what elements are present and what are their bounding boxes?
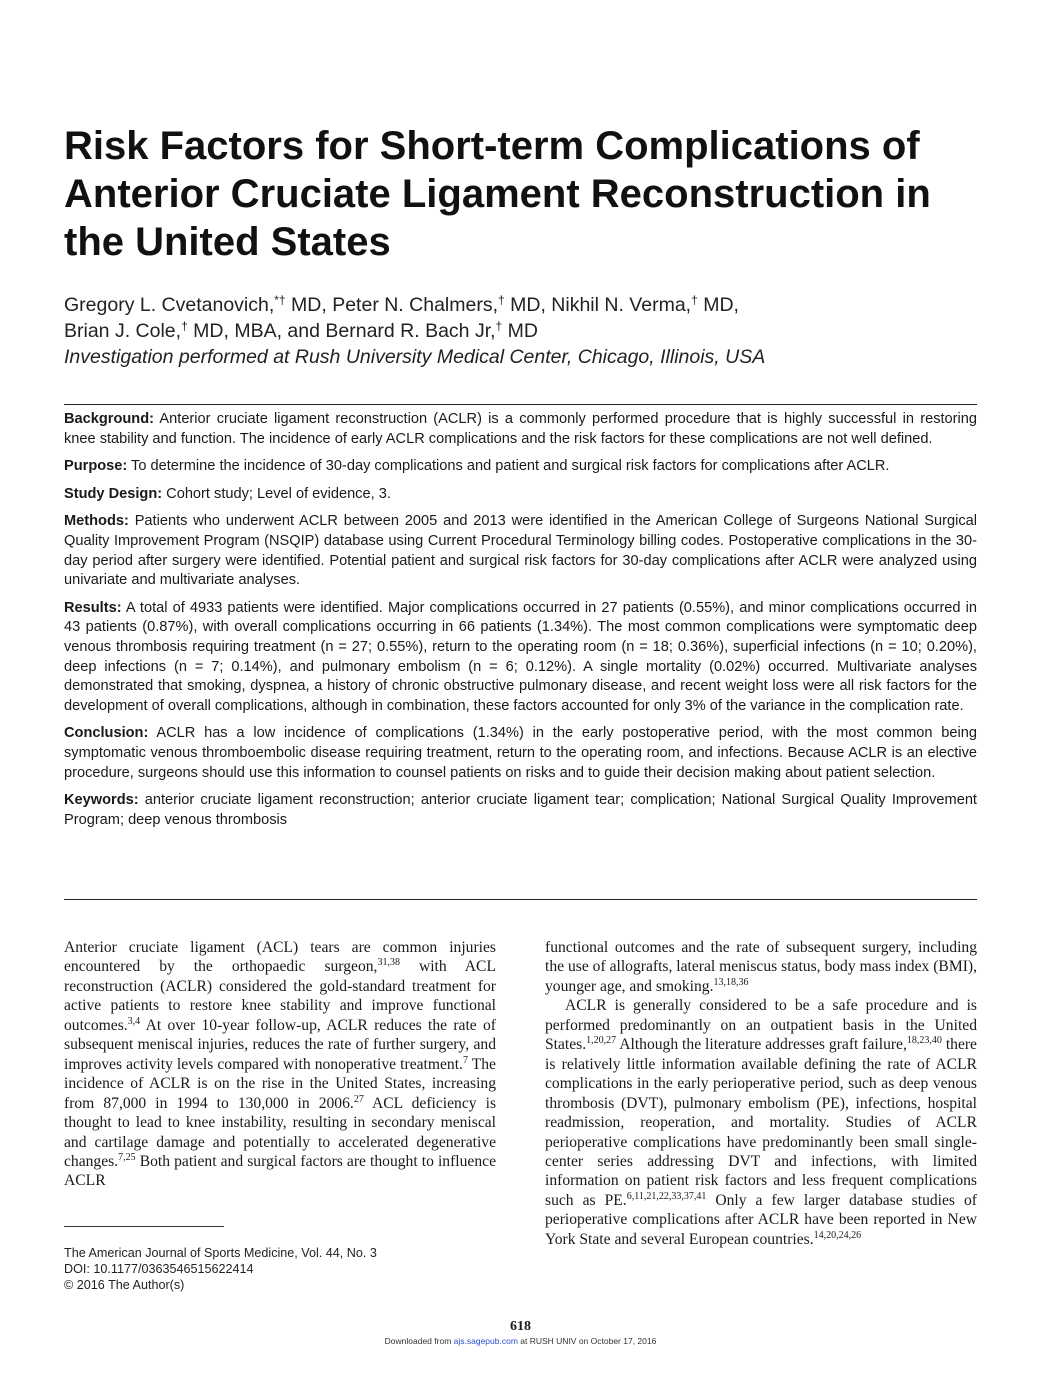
author-name: Peter N. Chalmers, [332,294,499,316]
author-degree: MD [502,320,538,342]
abstract-keywords [64,791,977,830]
citation: 1,20,27 [586,1035,617,1047]
author-affiliation-mark: † [495,319,503,333]
copyright: © 2016 The Author(s) [64,1278,185,1292]
section-label: Background: [64,411,154,427]
section-label: Methods: [64,513,129,530]
body-text: functional outcomes and the rate of subsequent surgery, including the use of allografts, lateral meniscus status, body mass index (BMI), younger age, and smoking. [545,939,977,995]
institution-line: Investigation performed at Rush University Medical Center, Chicago, Illinois, USA [64,346,766,368]
section-text: A total of 4933 patients were identified. Major complications occurred in 27 patients (0.55%), and minor complications occurred in 43 patients (0.87%), with overall complications occurring in 66 patients (1.34%). The most common complications were symptomatic deep venous thrombosis requiring treatment (n = 27; 0.55%), return to the operating room (n = 18; 0.36%), superficial infections (n = 10; 0.20%), deep infections (n = 7; 0.14%), and pulmonary embolism (n = 6; 0.12%). A single mortality (0.02%) occurred. Multivariate analyses demonstrated that smoking, dyspnea, a history of chronic obstructive pulmonary disease, and recent weight loss were all risk factors for the development of overall complications, although in combination, these factors accounted for only 3% of the variance in the complication rate. [64,599,977,714]
author-name: Brian J. Cole, [64,320,182,342]
body-paragraph [64,938,496,1191]
citation: 27 [353,1093,364,1105]
section-label: Study Design: [64,485,163,502]
citation: 18,23,40 [906,1035,942,1047]
page-number: 618 [510,1319,531,1334]
author-degree: MD, [285,294,333,316]
author-name: Gregory L. Cvetanovich, [64,294,275,316]
citation: 6,11,21,22,33,37,41 [626,1190,707,1202]
abstract [64,410,977,838]
citation: 7 [462,1054,468,1066]
section-label: Results: [64,599,122,616]
download-prefix: Downloaded from [384,1336,454,1346]
body-text: ACLR is generally considered to be a safe procedure and is performed predominantly on an outpatient basis in the United States. [545,997,977,1054]
author-affiliation-mark: *† [274,293,286,307]
journal-citation: The American Journal of Sports Medicine, Vol. 44, No. 3 [64,1246,377,1260]
citation: 31,38 [377,957,400,969]
body-text: Although the literature addresses graft failure, [616,1036,907,1054]
author-affiliation-mark: † [181,319,188,333]
citation: 7,25 [118,1151,136,1163]
body-column-left [64,938,496,1191]
section-label: Keywords: [64,792,139,809]
author-degree: MD, MBA, and [187,320,326,342]
section-label: Conclusion: [64,725,149,742]
body-text: Anterior cruciate ligament (ACL) tears are common injuries encountered by the orthopaedic surgeon, [64,939,496,976]
author-degree: MD, [504,294,552,316]
article-title: Risk Factors for Short-term Complications of Anterior Cruciate Ligament Reconstruction in the United States [64,124,931,264]
author-degree: MD, [697,294,739,316]
author-affiliation-mark: † [498,293,505,307]
author-name: Nikhil N. Verma, [551,294,692,316]
section-text: Patients who underwent ACLR between 2005 and 2013 were identified in the American College of Surgeons National Surgical Quality Improvement Program (NSQIP) database using Current Procedural Terminology billing codes. Postoperative complications in the 30-day period after surgery were identified. Potential patient and surgical risk factors for 30-day complications after ACLR were analyzed using univariate and multivariate analyses. [64,513,977,589]
journal-info [64,1245,377,1293]
body-text: there is relatively little information available defining the rate of ACLR complications in the early perioperative period, such as deep venous thrombosis (DVT), pulmonary embolism (PE), infections, hospital readmission, reoperation, and mortality. Studies of ACLR perioperative complications have predominantly been small single-center series addressing DVT and infections, with limited information on patient risk factors and less frequent complications such as PE. [545,1036,977,1209]
abstract-background [64,410,977,449]
footnote-rule [64,1226,224,1227]
abstract-results [64,599,977,717]
citation: 13,18,36 [713,976,749,988]
body-text: Only a few larger database studies of perioperative complications after ACLR have been reported in New York State and several European countries. [545,1191,977,1248]
section-text: Cohort study; Level of evidence, 3. [162,485,391,502]
section-text: ACLR has a low incidence of complications (1.34%) in the early postoperative period, with the most common being symptomatic venous thromboembolic disease requiring treatment, return to the operating room, and infections. Because ACLR is an elective procedure, surgeons should use this information to counsel patients on risks and to guide their decision making about patient selection. [64,725,977,781]
body-text: The incidence of ACLR is on the rise in the United States, increasing from 87,000 in 1994 to 130,000 in 2006. [64,1055,496,1112]
section-text: To determine the incidence of 30-day complications and patient and surgical risk factors for complications after ACLR. [127,458,890,475]
body-text: At over 10-year follow-up, ACLR reduces the rate of subsequent meniscal injuries, reduces the rate of further surgery, and improves activity levels compared with nonoperative treatment. [64,1016,496,1073]
body-paragraph [545,996,977,1249]
download-suffix: at RUSH UNIV on October 17, 2016 [517,1336,657,1346]
download-link[interactable]: ajs.sagepub.com [453,1336,518,1346]
section-text: anterior cruciate ligament reconstruction; anterior cruciate ligament tear; complication; National Surgical Quality Improvement Program; deep venous thrombosis [64,792,977,828]
section-label: Purpose: [64,458,128,475]
body-paragraph [545,938,977,996]
author-block [64,292,964,370]
citation: 14,20,24,26 [813,1229,862,1241]
author-line-2 [64,318,964,344]
abstract-methods [64,512,977,590]
author-line-1 [64,292,964,318]
author-name: Bernard R. Bach Jr, [325,320,496,342]
body-text: ACL deficiency is thought to lead to knee instability, resulting in secondary meniscal and cartilage damage and potentially to accelerated degenerative changes. [64,1094,497,1170]
doi: DOI: 10.1177/0363546515622414 [64,1262,254,1276]
section-text: Anterior cruciate ligament reconstruction (ACLR) is a commonly performed procedure that is highly successful in restoring knee stability and function. The incidence of early ACLR complications and the risk factors for these complications are not well defined. [64,411,977,447]
body-text: Both patient and surgical factors are thought to influence ACLR [64,1152,496,1190]
abstract-top-rule [64,404,977,405]
abstract-study-design [64,485,977,505]
citation: 3,4 [127,1015,141,1027]
abstract-bottom-rule [64,899,977,900]
body-column-right [545,938,977,1249]
abstract-purpose [64,457,977,477]
abstract-conclusion [64,724,977,783]
author-affiliation-mark: † [691,293,698,307]
download-notice [0,1336,1041,1346]
body-text: with ACL reconstruction (ACLR) considered the gold-standard treatment for active patients to restore knee stability and improve functional outcomes. [64,958,496,1034]
